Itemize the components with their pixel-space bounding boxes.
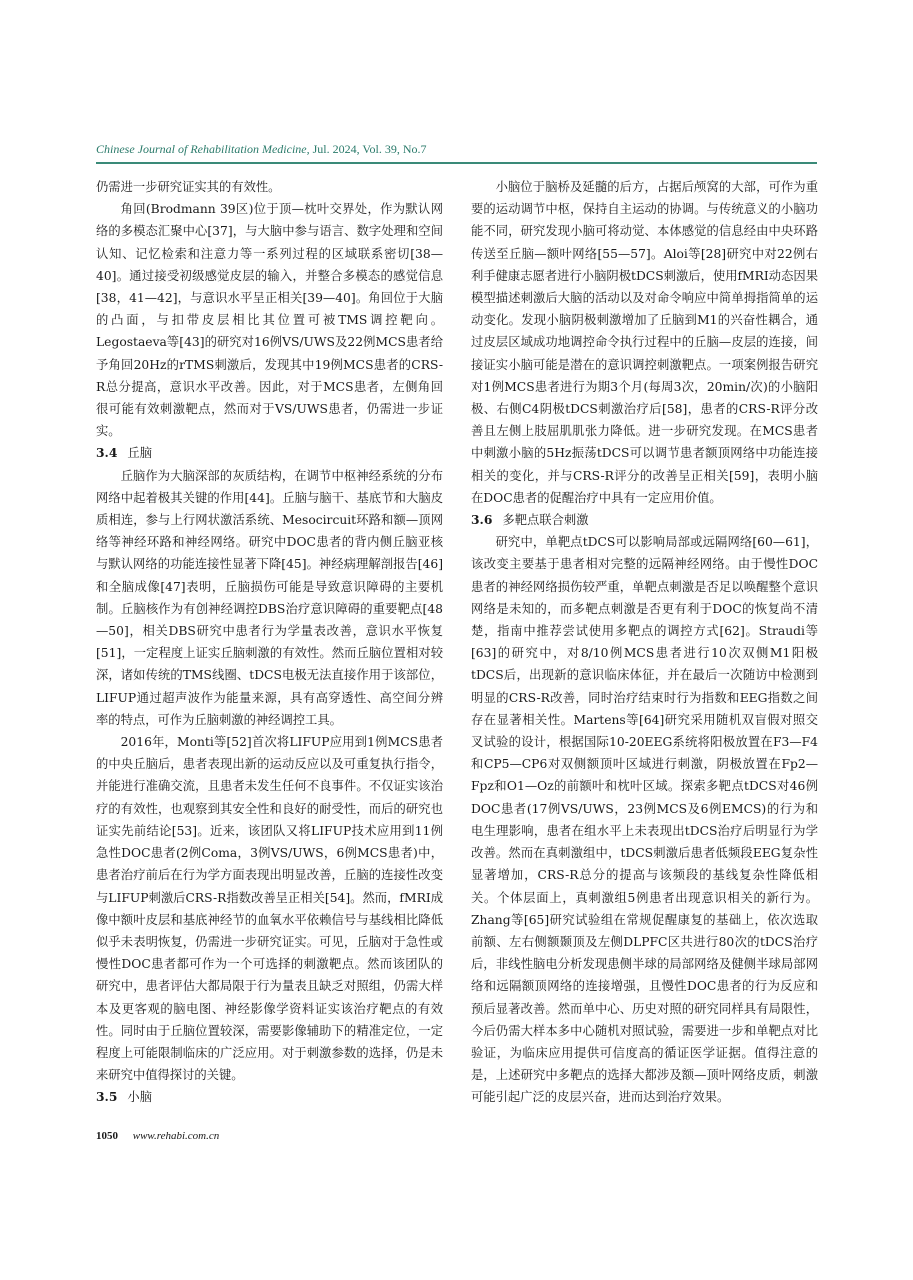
section-number: 3.5: [96, 1089, 118, 1105]
paragraph: 角回(Brodmann 39区)位于顶—枕叶交界处，作为默认网络的多模态汇聚中心[37]，与大脑中参与语言、数字处理和空间认知、记忆检索和注意力等一系列过程的区域联系密切[38—40]。通过接受初级感觉皮层的输入，并整合多模态的感觉信息[38，41—42]，与意识水平呈正相关[39—40]。角回位于大脑的凸面，与扣带皮层相比其位置可被TMS调控靶向。Legostaeva等[43]的研究对16例VS/UWS及22例MCS患者给予角回20Hz的rTMS刺激后，发现其中19例MCS患者的CRS-R总分提高，意识水平改善。因此，对于MCS患者，左侧角回很可能有效刺激靶点，然而对于VS/UWS患者，仍需进一步证实。: [96, 202, 443, 439]
paragraph: 丘脑作为大脑深部的灰质结构，在调节中枢神经系统的分布网络中起着极其关键的作用[44]。丘脑与脑干、基底节和大脑皮质相连，参与上行网状激活系统、Mesocircuit环路和额—顶网络等神经环路和神经网络。研究中DOC患者的背内侧丘脑亚核与默认网络的功能连接性显著下降[45]。神经病理解剖报告[46]和全脑成像[47]表明，丘脑损伤可能是导致意识障碍的主要机制。丘脑核作为有创神经调控DBS治疗意识障碍的重要靶点[48—50]，相关DBS研究中患者行为学量表改善，意识水平恢复[51]，一定程度上证实丘脑刺激的有效性。然而丘脑位置相对较深，诸如传统的TMS线圈、tDCS电极无法直接作用于该部位，LIFUP通过超声波作为能量来源，具有高穿透性、高空间分辨率的特点，可作为丘脑刺激的神经调控工具。: [96, 468, 443, 727]
page-number: 1050: [96, 1130, 118, 1142]
journal-issue: Jul. 2024, Vol. 39, No.7: [312, 142, 427, 156]
header-divider: [96, 162, 817, 164]
paragraph: 仍需进一步研究证实其的有效性。: [96, 180, 281, 194]
section-title: 多靶点联合刺激: [502, 513, 589, 528]
right-column: [471, 176, 818, 1109]
section-number: 3.4: [96, 445, 118, 461]
paragraph: 小脑位于脑桥及延髓的后方，占据后颅窝的大部，可作为重要的运动调节中枢，保持自主运动的协调。与传统意义的小脑功能不同，研究发现小脑可将动觉、本体感觉的信息经由中央环路传送至丘脑—额叶网络[55—57]。Aloi等[28]研究中对22例右利手健康志愿者进行小脑阴极tDCS刺激后，使用fMRI动态因果模型描述刺激后大脑的活动以及对命令响应中简单拇指简单的运动变化。发现小脑阴极刺激增加了丘脑到M1的兴奋性耦合，通过皮层区域成功地调控命令执行过程中的丘脑—皮层的连接，间接证实小脑可能是潜在的意识调控刺激靶点。一项案例报告研究对1例MCS患者进行为期3个月(每周3次，20min/次)的小脑阳极、右侧C4阴极tDCS刺激治疗后[58]，患者的CRS-R评分改善且左侧上肢屈肌肌张力降低。进一步研究发现。在MCS患者中刺激小脑的5Hz振荡tDCS可以调节患者额顶网络中功能连接相关的变化，并与CRS-R评分的改善呈正相关[59]，表明小脑在DOC患者的促醒治疗中具有一定应用价值。: [471, 180, 818, 505]
paragraph: 2016年，Monti等[52]首次将LIFUP应用到1例MCS患者的中央丘脑后，患者表现出新的运动反应以及可重复执行指令，并能进行准确交流，且患者未发生任何不良事件。不仅证实该治疗的有效性，也观察到其安全性和良好的耐受性，而后的研究也证实先前结论[53]。近来，该团队又将LIFUP技术应用到11例急性DOC患者(2例Coma，3例VS/UWS，6例MCS患者)中，患者治疗前后在行为学方面表现出明显改善，丘脑的连接性改变与LIFUP刺激后CRS-R指数改善呈正相关[54]。然而，fMRI成像中额叶皮层和基底神经节的血氧水平依赖信号与基线相比降低似乎未表明恢复，仍需进一步研究证实。可见，丘脑对于急性或慢性DOC患者都可作为一个可选择的刺激靶点。然而该团队的研究中，患者评估大都局限于行为量表且缺乏对照组，仍需大样本及更客观的脑电图、神经影像学资料证实该治疗靶点的有效性。同时由于丘脑位置较深，需要影像辅助下的精准定位，一定程度上可能限制临床的广泛应用。对于刺激参数的选择，仍是未来研究中值得探讨的关键。: [96, 735, 443, 1083]
section-number: 3.6: [471, 512, 493, 528]
section-title: 丘脑: [127, 446, 153, 461]
journal-name: Chinese Journal of Rehabilitation Medicine,: [96, 142, 310, 156]
left-column: [96, 176, 443, 1109]
website-url: www.rehabi.com.cn: [132, 1130, 220, 1142]
section-heading: [471, 509, 818, 531]
page-footer: [96, 1130, 219, 1142]
paragraph: 研究中，单靶点tDCS可以影响局部或远隔网络[60—61]，该改变主要基于患者相对完整的远隔神经网络。由于慢性DOC患者的神经网络损伤较严重，单靶点刺激是否足以唤醒整个意识网络是未知的，而多靶点刺激是否更有利于DOC的恢复尚不清楚，指南中推荐尝试使用多靶点的调控方式[62]。Straudi等[63]的研究中，对8/10例MCS患者进行10次双侧M1阳极tDCS后，出现新的意识临床体征，并在最后一次随访中检测到明显的CRS-R改善，同时治疗结束时行为指数和EEG指数之间存在显著相关性。Martens等[64]研究采用随机双盲假对照交叉试验的设计，根据国际10-20EEG系统将阳极放置在F3—F4和CP5—CP6对双侧额顶叶区域进行刺激，阴极放置在Fp2—Fpz和O1—Oz的前额叶和枕叶区域。探索多靶点tDCS对46例DOC患者(17例VS/UWS，23例MCS及6例EMCS)的行为和电生理影响，患者在组水平上未表现出tDCS治疗后明显行为学改善。然而在真刺激组中，tDCS刺激后患者低频段EEG复杂性显著增加，CRS-R总分的提高与该频段的基线复杂性降低相关。个体层面上，真刺激组5例患者出现意识相关的新行为。Zhang等[65]研究试验组在常规促醒康复的基础上，依次选取前额、左右侧额颞顶及左侧DLPFC区共进行80次的tDCS治疗后，非线性脑电分析发现患侧半球的局部网络及健侧半球局部网络和远隔额顶网络的连接增强，且慢性DOC患者的行为反应和预后显著改善。然而单中心、历史对照的研究同样具有局限性，今后仍需大样本多中心随机对照试验，需要进一步和单靶点对比验证，为临床应用提供可信度高的循证医学证据。值得注意的是，上述研究中多靶点的选择大都涉及额—顶叶网络皮质，刺激可能引起广泛的皮层兴奋，进而达到治疗效果。: [471, 535, 818, 1105]
running-header: [96, 142, 427, 157]
section-title: 小脑: [127, 1090, 153, 1105]
section-heading: [96, 1086, 443, 1108]
section-heading: [96, 442, 443, 464]
